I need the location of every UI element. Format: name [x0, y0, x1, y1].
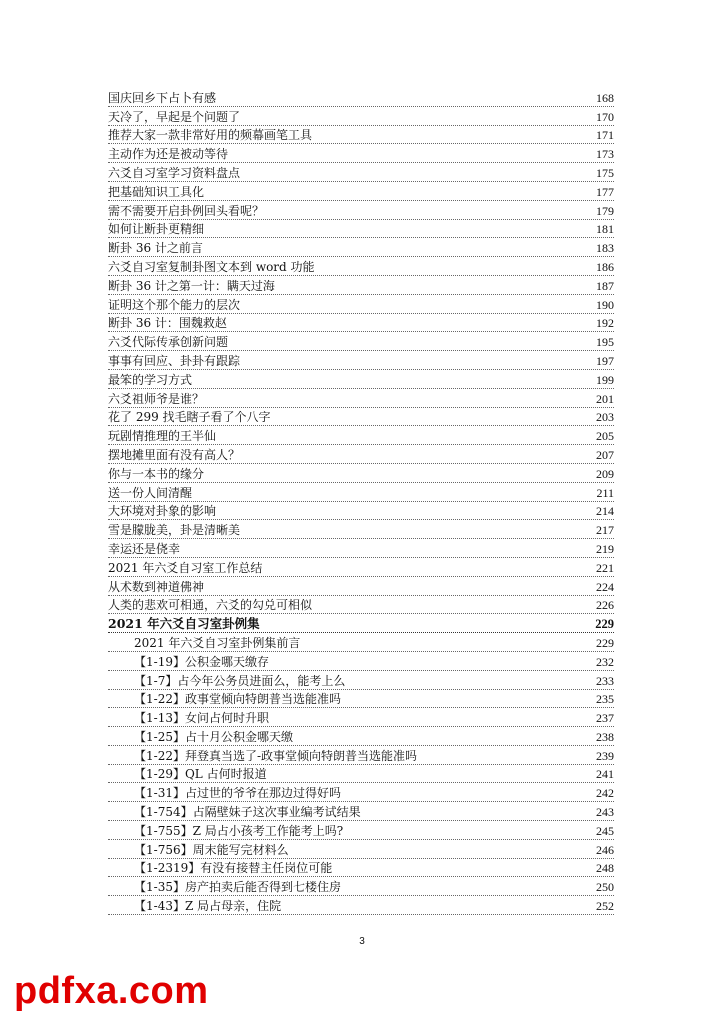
toc-entry-page: 187 — [596, 278, 614, 293]
toc-entry[interactable] — [108, 671, 614, 690]
toc-entry-page: 186 — [596, 259, 614, 274]
toc-entry-title: 【1-2319】有没有接替主任岗位可能 — [134, 861, 594, 875]
toc-entry[interactable] — [108, 332, 614, 351]
toc-entry[interactable] — [108, 426, 614, 445]
toc-entry-page: 221 — [596, 560, 614, 575]
toc-entry[interactable] — [108, 276, 614, 295]
toc-entry-page: 242 — [596, 786, 614, 801]
section-page: 229 — [595, 617, 614, 632]
toc-entry-page: 211 — [596, 485, 614, 500]
toc-entry-title: 证明这个那个能力的层次 — [108, 298, 594, 312]
toc-entry[interactable] — [108, 783, 614, 802]
toc-entry-page: 192 — [596, 316, 614, 331]
toc-entry-title: 【1-754】占隔壁妹子这次事业编考试结果 — [134, 805, 594, 819]
toc-sub-entries — [108, 633, 614, 915]
toc-entry-title: 【1-13】女问占何时升职 — [134, 711, 594, 725]
toc-entry[interactable] — [108, 182, 614, 201]
toc-entry-page: 239 — [596, 748, 614, 763]
toc-entry-title: 幸运还是侥幸 — [108, 542, 594, 556]
toc-entry-page: 183 — [596, 241, 614, 256]
toc-entry-page: 170 — [596, 109, 614, 124]
toc-entry[interactable] — [108, 483, 614, 502]
toc-entry-page: 179 — [596, 203, 614, 218]
toc-entry-page: 195 — [596, 335, 614, 350]
toc-entry-page: 197 — [596, 353, 614, 368]
toc-entry-page: 226 — [596, 598, 614, 613]
toc-entry[interactable] — [108, 464, 614, 483]
toc-entry[interactable] — [108, 201, 614, 220]
toc-entry[interactable] — [108, 314, 614, 333]
toc-entry[interactable] — [108, 408, 614, 427]
toc-entry-title: 从术数到神道佛神 — [108, 580, 594, 594]
toc-entry[interactable] — [108, 746, 614, 765]
toc-entry-page: 177 — [596, 184, 614, 199]
toc-entry[interactable] — [108, 389, 614, 408]
toc-entry-title: 【1-7】占今年公务员进面么，能考上么 — [134, 674, 594, 688]
toc-entry[interactable] — [108, 539, 614, 558]
toc-entry[interactable] — [108, 163, 614, 182]
toc-entry[interactable] — [108, 295, 614, 314]
toc-entry-title: 【1-29】QL 占何时报道 — [134, 767, 594, 781]
toc-entry-title: 【1-31】占过世的爷爷在那边过得好吗 — [134, 786, 594, 800]
toc-entry-title: 断卦 36 计之第一计：瞒天过海 — [108, 279, 594, 293]
toc-entry-title: 断卦 36 计：围魏救赵 — [108, 316, 594, 330]
toc-section-heading[interactable] — [108, 614, 614, 633]
toc-entry-title: 最笨的学习方式 — [108, 373, 594, 387]
toc-entry[interactable] — [108, 708, 614, 727]
toc-entry[interactable] — [108, 257, 614, 276]
toc-entry[interactable] — [108, 690, 614, 709]
toc-entry-title: 推荐大家一款非常好用的频幕画笔工具 — [108, 128, 594, 142]
page-number: 3 — [359, 936, 365, 947]
toc-entry-page: 217 — [596, 523, 614, 538]
toc-entry-title: 国庆回乡下占卜有感 — [108, 91, 594, 105]
toc-entry-title: 花了 299 找毛瞎子看了个八字 — [108, 410, 594, 424]
toc-entry-title: 摆地摊里面有没有高人？ — [108, 448, 594, 462]
toc-entry-page: 205 — [596, 429, 614, 444]
toc-entry-page: 241 — [596, 767, 614, 782]
toc-entry-title: 【1-43】Z 局占母亲，住院 — [134, 899, 594, 913]
toc-entry[interactable] — [108, 520, 614, 539]
toc-entry[interactable] — [108, 596, 614, 615]
toc-entry-page: 219 — [596, 541, 614, 556]
toc-entry-page: 233 — [596, 673, 614, 688]
toc-entry-page: 246 — [596, 842, 614, 857]
toc-entry-page: 229 — [596, 635, 614, 650]
toc-entry-page: 243 — [596, 805, 614, 820]
toc-entry[interactable] — [108, 821, 614, 840]
toc-entry[interactable] — [108, 840, 614, 859]
toc-entry-title: 需不需要开启卦例回头看呢？ — [108, 204, 594, 218]
toc-entry[interactable] — [108, 351, 614, 370]
toc-entry-page: 248 — [596, 861, 614, 876]
toc-entry[interactable] — [108, 577, 614, 596]
toc-entry[interactable] — [108, 633, 614, 652]
toc-entry-title: 【1-756】周末能写完材料么 — [134, 843, 594, 857]
toc-main-entries — [108, 88, 614, 614]
toc-entry[interactable] — [108, 445, 614, 464]
toc-entry-page: 207 — [596, 447, 614, 462]
toc-entry[interactable] — [108, 727, 614, 746]
toc-entry-page: 209 — [596, 466, 614, 481]
toc-entry[interactable] — [108, 107, 614, 126]
toc-entry-title: 玩剧情推理的王半仙 — [108, 429, 594, 443]
toc-entry-title: 送一份人间清醒 — [108, 486, 594, 500]
toc-entry-title: 【1-25】占十月公积金哪天缴 — [134, 730, 594, 744]
toc-entry-page: 190 — [596, 297, 614, 312]
toc-entry-title: 人类的悲欢可相通，六爻的勾兑可相似 — [108, 598, 594, 612]
toc-entry-page: 250 — [596, 880, 614, 895]
toc-entry-title: 雪是朦胧美，卦是清晰美 — [108, 523, 594, 537]
toc-entry-title: 【1-35】房产拍卖后能否得到七楼住房 — [134, 880, 594, 894]
table-of-contents — [108, 88, 614, 915]
toc-entry[interactable] — [108, 896, 614, 915]
toc-entry[interactable] — [108, 558, 614, 577]
toc-entry-page: 199 — [596, 372, 614, 387]
toc-entry[interactable] — [108, 877, 614, 896]
toc-entry-title: 六爻祖师爷是谁？ — [108, 392, 594, 406]
toc-entry[interactable] — [108, 765, 614, 784]
toc-entry-page: 168 — [596, 90, 614, 105]
toc-entry-title: 你与一本书的缘分 — [108, 467, 594, 481]
toc-entry-page: 232 — [596, 654, 614, 669]
toc-entry[interactable] — [108, 144, 614, 163]
toc-entry-page: 175 — [596, 165, 614, 180]
toc-entry-title: 把基础知识工具化 — [108, 185, 594, 199]
toc-entry[interactable] — [108, 802, 614, 821]
toc-entry-title: 六爻代际传承创新问题 — [108, 335, 594, 349]
toc-entry[interactable] — [108, 370, 614, 389]
toc-entry-page: 171 — [596, 128, 614, 143]
toc-entry-title: 【1-19】公积金哪天缴存 — [134, 655, 594, 669]
toc-entry-title: 【1-22】拜登真当选了-政事堂倾向特朗普当选能准吗 — [134, 749, 594, 763]
toc-entry-title: 【1-22】政事堂倾向特朗普当选能准吗 — [134, 692, 594, 706]
toc-entry-page: 181 — [596, 222, 614, 237]
toc-entry-page: 235 — [596, 692, 614, 707]
toc-entry-page: 245 — [596, 823, 614, 838]
toc-entry[interactable] — [108, 502, 614, 521]
toc-entry-title: 六爻自习室学习资料盘点 — [108, 166, 594, 180]
toc-entry-page: 237 — [596, 711, 614, 726]
toc-entry[interactable] — [108, 859, 614, 878]
toc-entry-title: 如何让断卦更精细 — [108, 222, 594, 236]
toc-entry-page: 238 — [596, 729, 614, 744]
toc-entry-page: 201 — [596, 391, 614, 406]
toc-entry-title: 断卦 36 计之前言 — [108, 241, 594, 255]
section-title: 2021 年六爻自习室卦例集 — [108, 617, 593, 631]
toc-entry-title: 天冷了，早起是个问题了 — [108, 110, 594, 124]
toc-entry-title: 【1-755】Z 局占小孩考工作能考上吗? — [134, 824, 594, 838]
toc-entry-page: 173 — [596, 147, 614, 162]
toc-entry[interactable] — [108, 220, 614, 239]
toc-entry-page: 203 — [596, 410, 614, 425]
toc-entry-title: 2021 年六爻自习室工作总结 — [108, 561, 594, 575]
toc-entry-page: 214 — [596, 504, 614, 519]
toc-entry[interactable] — [108, 238, 614, 257]
toc-entry[interactable] — [108, 652, 614, 671]
toc-entry-title: 事事有回应、卦卦有跟踪 — [108, 354, 594, 368]
watermark-logo: pdfxa.com — [14, 970, 209, 1012]
toc-entry-title: 主动作为还是被动等待 — [108, 147, 594, 161]
toc-entry[interactable] — [108, 88, 614, 107]
toc-entry-title: 大环境对卦象的影响 — [108, 504, 594, 518]
toc-entry-title: 六爻自习室复制卦图文本到 word 功能 — [108, 260, 594, 274]
toc-entry-title: 2021 年六爻自习室卦例集前言 — [134, 636, 594, 650]
toc-entry-page: 252 — [596, 899, 614, 914]
toc-entry-page: 224 — [596, 579, 614, 594]
toc-entry[interactable] — [108, 126, 614, 145]
